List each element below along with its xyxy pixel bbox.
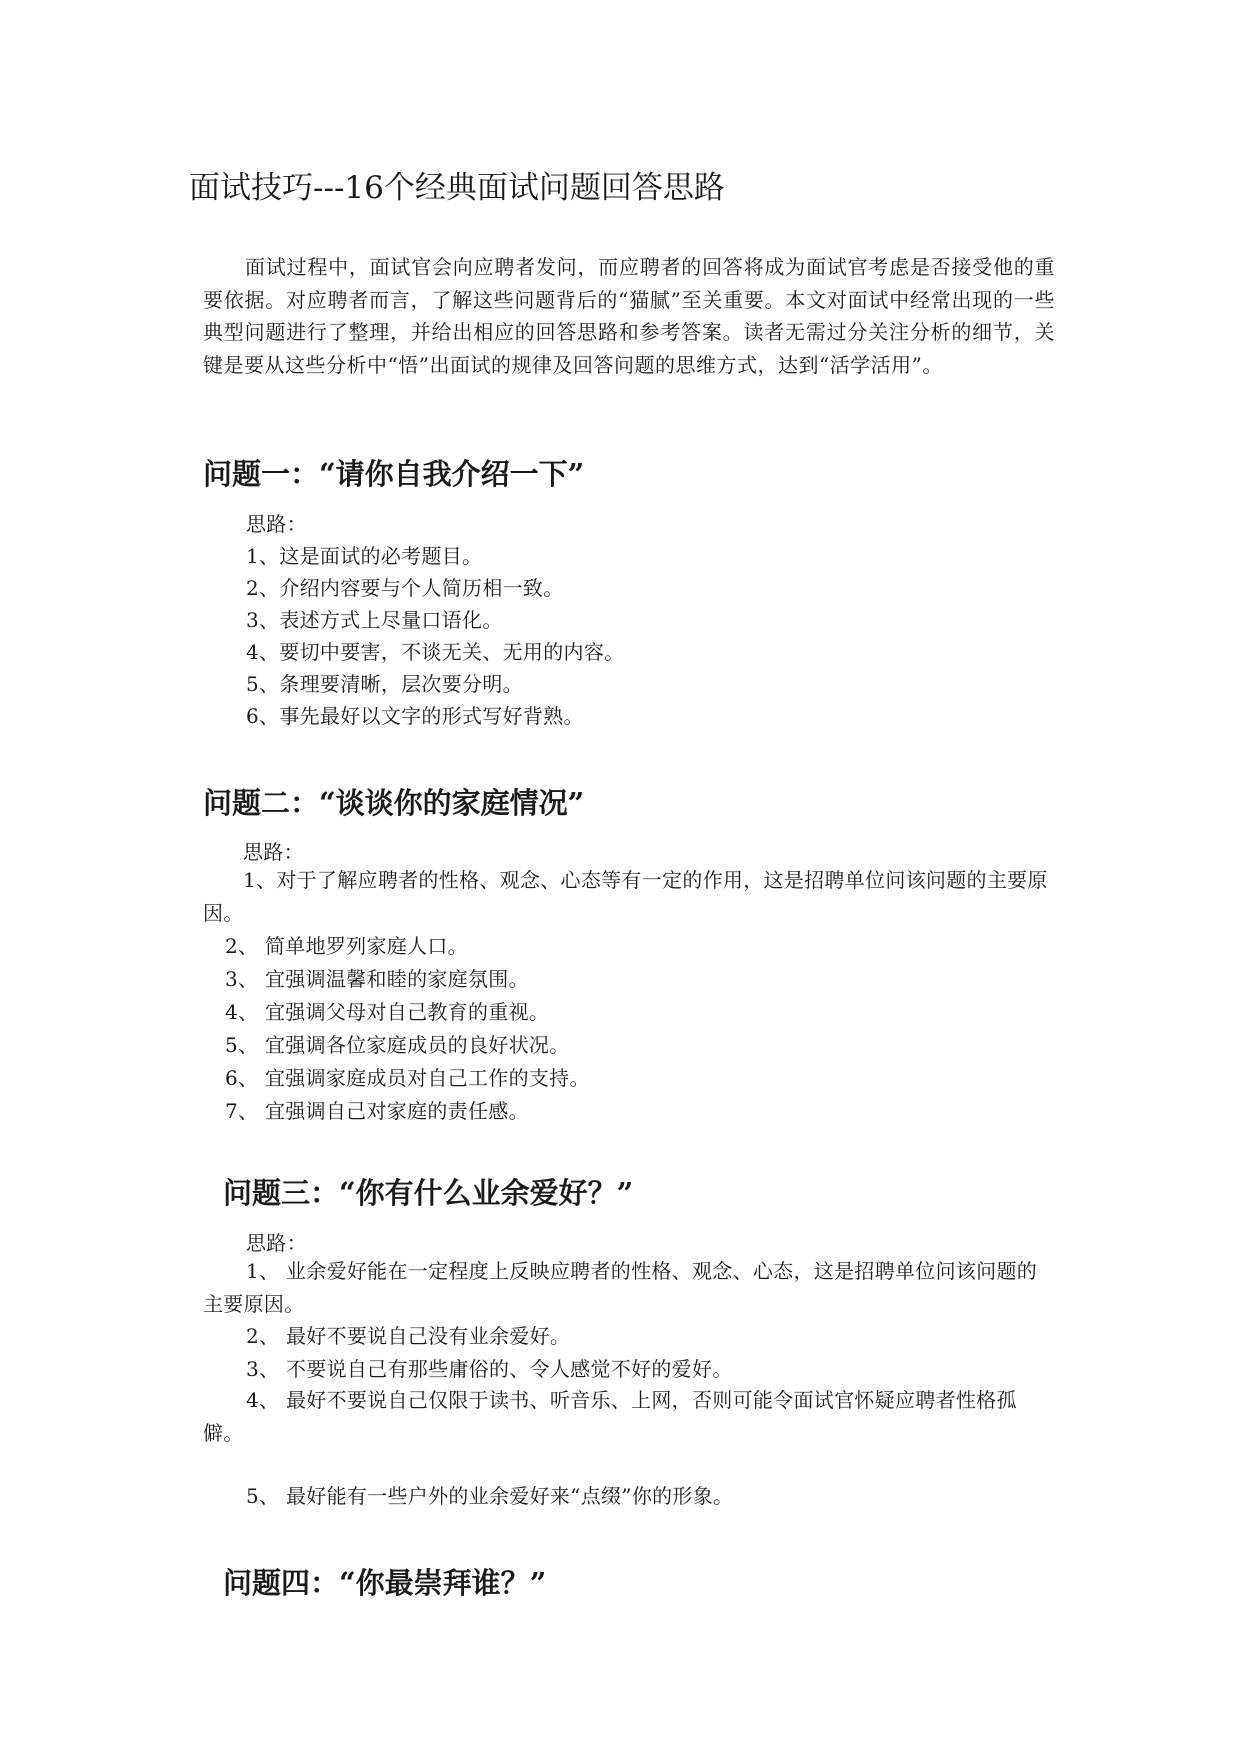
question-1-heading: 问题一：“请你自我介绍一下” bbox=[203, 457, 585, 491]
question-1-item: 5、条理要清晰，层次要分明。 bbox=[246, 672, 523, 696]
question-3-item-4: 4、 最好不要说自己仅限于读书、听音乐、上网，否则可能令面试官怀疑应聘者性格孤僻。 bbox=[203, 1388, 1017, 1445]
question-3-item-1: 1、 业余爱好能在一定程度上反映应聘者的性格、观念、心态，这是招聘单位问该问题的主要原因。 bbox=[203, 1259, 1038, 1316]
intro-paragraph: 面试过程中，面试官会向应聘者发问，而应聘者的回答将成为面试官考虑是否接受他的重要依据。对应聘者而言，了解这些问题背后的“猫腻”至关重要。本文对面试中经常出现的一些典型问题进行了整理，并给出相应的回答思路和参考答案。读者无需过分关注分析的细节，关键是要从这些分析中“悟”出面试的规律及回答问题的思维方式，达到“活学活用”。 bbox=[203, 255, 1055, 377]
question-2-item: 2、 简单地罗列家庭人口。 bbox=[225, 934, 468, 958]
question-3-heading: 问题三：“你有什么业余爱好？” bbox=[223, 1176, 634, 1210]
question-2-heading: 问题二：“谈谈你的家庭情况” bbox=[203, 786, 585, 820]
question-1-item: 4、要切中要害，不谈无关、无用的内容。 bbox=[246, 640, 625, 664]
question-3-label: 思路： bbox=[246, 1231, 307, 1255]
question-2-item-1: 1、对于了解应聘者的性格、观念、心态等有一定的作用，这是招聘单位问该问题的主要原因。 bbox=[203, 868, 1048, 925]
question-1-item: 3、表述方式上尽量口语化。 bbox=[246, 608, 503, 632]
question-2-item: 6、 宜强调家庭成员对自己工作的支持。 bbox=[225, 1066, 590, 1090]
question-1-item: 1、这是面试的必考题目。 bbox=[246, 544, 483, 568]
question-2-label: 思路： bbox=[243, 840, 304, 864]
question-3-item-2: 2、 最好不要说自己没有业余爱好。 bbox=[246, 1324, 571, 1348]
question-3-item-3: 3、 不要说自己有那些庸俗的、令人感觉不好的爱好。 bbox=[246, 1357, 733, 1381]
question-1-item: 6、事先最好以文字的形式写好背熟。 bbox=[246, 704, 584, 728]
question-3-item-5: 5、 最好能有一些户外的业余爱好来“点缀”你的形象。 bbox=[246, 1484, 734, 1508]
document-title: 面试技巧---16个经典面试问题回答思路 bbox=[189, 170, 725, 206]
question-1-item: 2、介绍内容要与个人简历相一致。 bbox=[246, 576, 564, 600]
question-2-item: 3、 宜强调温馨和睦的家庭氛围。 bbox=[225, 967, 529, 991]
question-2-item: 7、 宜强调自己对家庭的责任感。 bbox=[225, 1099, 529, 1123]
question-4-heading: 问题四：“你最崇拜谁？” bbox=[223, 1566, 547, 1600]
question-2-item: 5、 宜强调各位家庭成员的良好状况。 bbox=[225, 1033, 570, 1057]
question-1-label: 思路： bbox=[246, 512, 307, 536]
question-2-item: 4、 宜强调父母对自己教育的重视。 bbox=[225, 1000, 550, 1024]
